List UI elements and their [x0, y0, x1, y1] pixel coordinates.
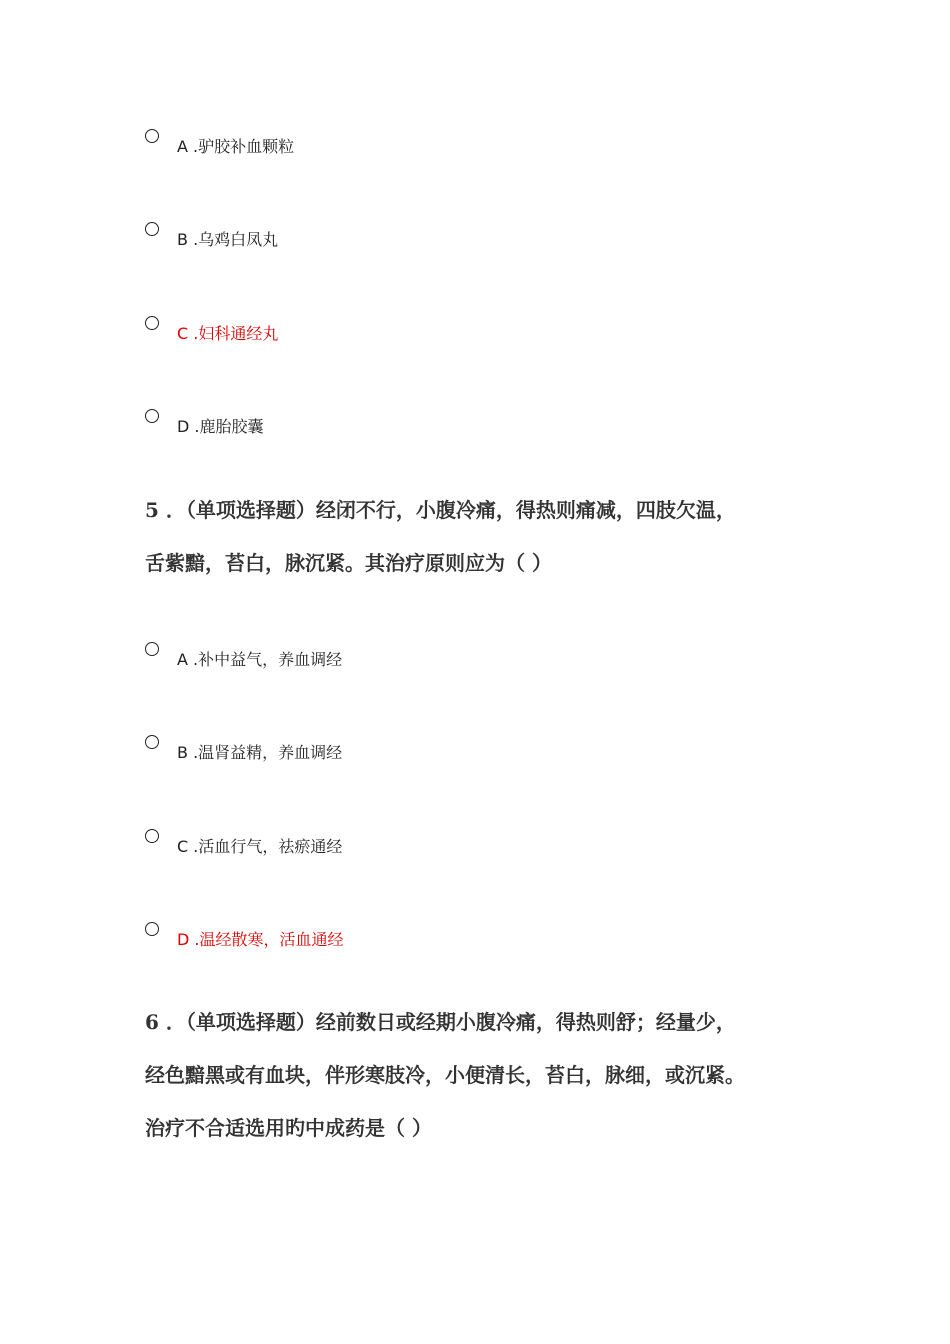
radio-button[interactable] [145, 922, 159, 936]
option-label: C .活血行气，祛瘀通经 [177, 837, 343, 856]
question-6-text [145, 996, 825, 1155]
radio-button[interactable] [145, 642, 159, 656]
question-line: 治疗不合适选用旳中成药是（ ） [145, 1116, 432, 1140]
radio-button[interactable] [145, 316, 159, 330]
question-line: 6 ．（单项选择题）经前数日或经期小腹冷痛，得热则舒；经量少， [145, 1010, 736, 1034]
option-label-correct: D .温经散寒，活血通经 [177, 930, 344, 949]
q4-option-a[interactable] [145, 129, 845, 173]
q5-option-b[interactable] [145, 735, 845, 779]
question-5-text [145, 484, 825, 590]
q4-option-d[interactable] [145, 409, 845, 453]
option-label: B .温肾益精，养血调经 [177, 743, 343, 762]
option-label: A .驴胶补血颗粒 [177, 137, 295, 156]
radio-button[interactable] [145, 129, 159, 143]
q5-option-c[interactable] [145, 829, 845, 873]
option-label: D .鹿胎胶囊 [177, 417, 264, 436]
radio-button[interactable] [145, 829, 159, 843]
question-line: 5 ．（单项选择题）经闭不行，小腹冷痛，得热则痛减，四肢欠温， [145, 498, 736, 522]
option-label: A .补中益气，养血调经 [177, 650, 343, 669]
option-label-correct: C .妇科通经丸 [177, 324, 279, 343]
option-label: B .乌鸡白凤丸 [177, 230, 279, 249]
q4-option-b[interactable] [145, 222, 845, 266]
radio-button[interactable] [145, 735, 159, 749]
radio-button[interactable] [145, 222, 159, 236]
q5-option-d[interactable] [145, 922, 845, 966]
q4-option-c[interactable] [145, 316, 845, 360]
question-line: 经色黯黑或有血块，伴形寒肢冷，小便清长，苔白，脉细，或沉紧。 [145, 1063, 745, 1087]
radio-button[interactable] [145, 409, 159, 423]
question-line: 舌紫黯，苔白，脉沉紧。其治疗原则应为（ ） [145, 551, 552, 575]
q5-option-a[interactable] [145, 642, 845, 686]
